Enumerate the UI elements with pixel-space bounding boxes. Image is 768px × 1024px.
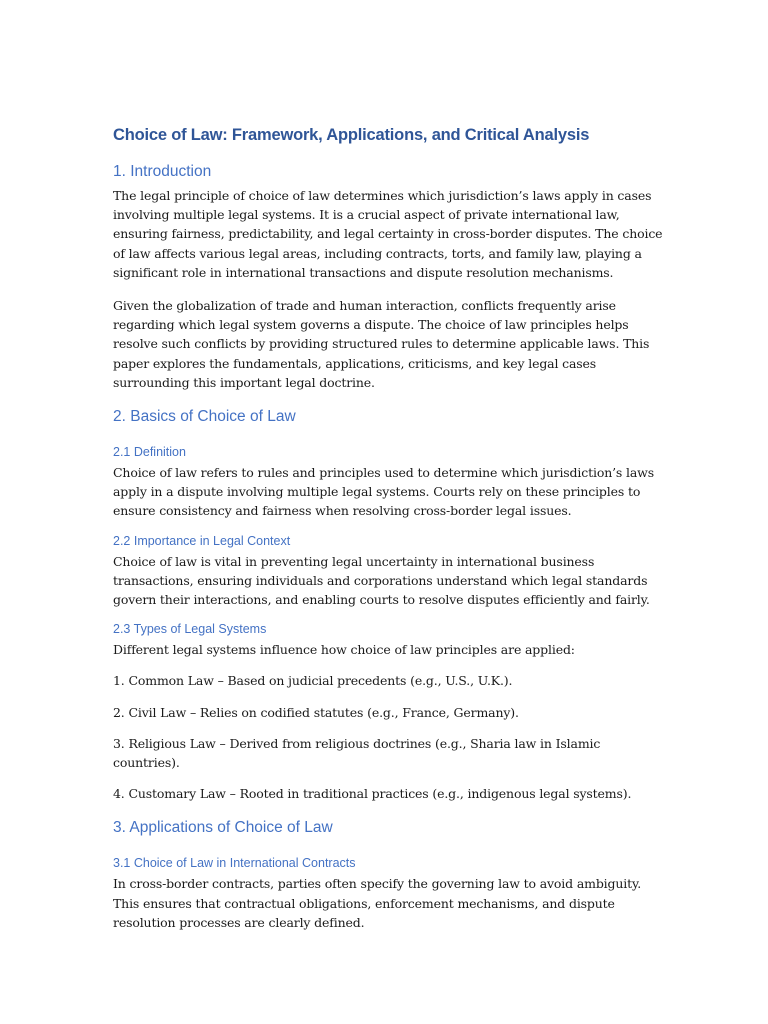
subsection-heading-definition: 2.1 Definition (113, 445, 186, 460)
list-item: 3. Religious Law – Derived from religious doctrines (e.g., Sharia law in Islamic countries). (113, 735, 601, 771)
subsection-heading-types: 2.3 Types of Legal Systems (113, 622, 267, 637)
section-heading-applications: 3. Applications of Choice of Law (113, 819, 333, 837)
contracts-paragraph: In cross-border contracts, parties often specify the governing law to avoid ambiguity. This ensures that contractual obligations, enforcement mechanisms, and dispute resolution processes are clearly defined. (113, 876, 642, 930)
intro-paragraph-1: The legal principle of choice of law determines which jurisdiction’s laws apply in cases involving multiple legal systems. It is a crucial aspect of private international law, ensuring fairness, predictability, and legal certainty in cross-border disputes. The choice of law affects various legal areas, including contracts, torts, and family law, playing a significant role in international transactions and dispute resolution mechanisms. (113, 188, 663, 280)
section-heading-basics: 2. Basics of Choice of Law (113, 408, 296, 426)
definition-paragraph: Choice of law refers to rules and principles used to determine which jurisdiction’s laws apply in a dispute involving multiple legal systems. Courts rely on these principles to ensure consistency and fairness when resolving cross-border legal issues. (113, 465, 654, 519)
section-heading-introduction: 1. Introduction (113, 163, 212, 180)
types-intro-paragraph: Different legal systems influence how choice of law principles are applied: (113, 642, 575, 658)
document-body (113, 123, 663, 932)
subsection-heading-importance: 2.2 Importance in Legal Context (113, 533, 291, 548)
intro-paragraph-2: Given the globalization of trade and human interaction, conflicts frequently arise regarding which legal system governs a dispute. The choice of law principles helps resolve such conflicts by providing structured rules to determine applicable laws. This paper explores the fundamentals, applications, criticisms, and key legal cases surrounding this important legal doctrine. (113, 298, 650, 390)
document-title: Choice of Law: Framework, Applications, and Critical Analysis (113, 126, 590, 144)
importance-paragraph: Choice of law is vital in preventing legal uncertainty in international business transactions, ensuring individuals and corporations understand which legal standards govern their interactions, and enabling courts to resolve disputes efficiently and fairly. (113, 553, 650, 608)
subsection-heading-contracts: 3.1 Choice of Law in International Contracts (113, 856, 356, 871)
list-item: 4. Customary Law – Rooted in traditional practices (e.g., indigenous legal systems). (113, 786, 632, 802)
list-item: 2. Civil Law – Relies on codified statutes (e.g., France, Germany). (113, 704, 519, 720)
list-item: 1. Common Law – Based on judicial precedents (e.g., U.S., U.K.). (113, 673, 513, 689)
